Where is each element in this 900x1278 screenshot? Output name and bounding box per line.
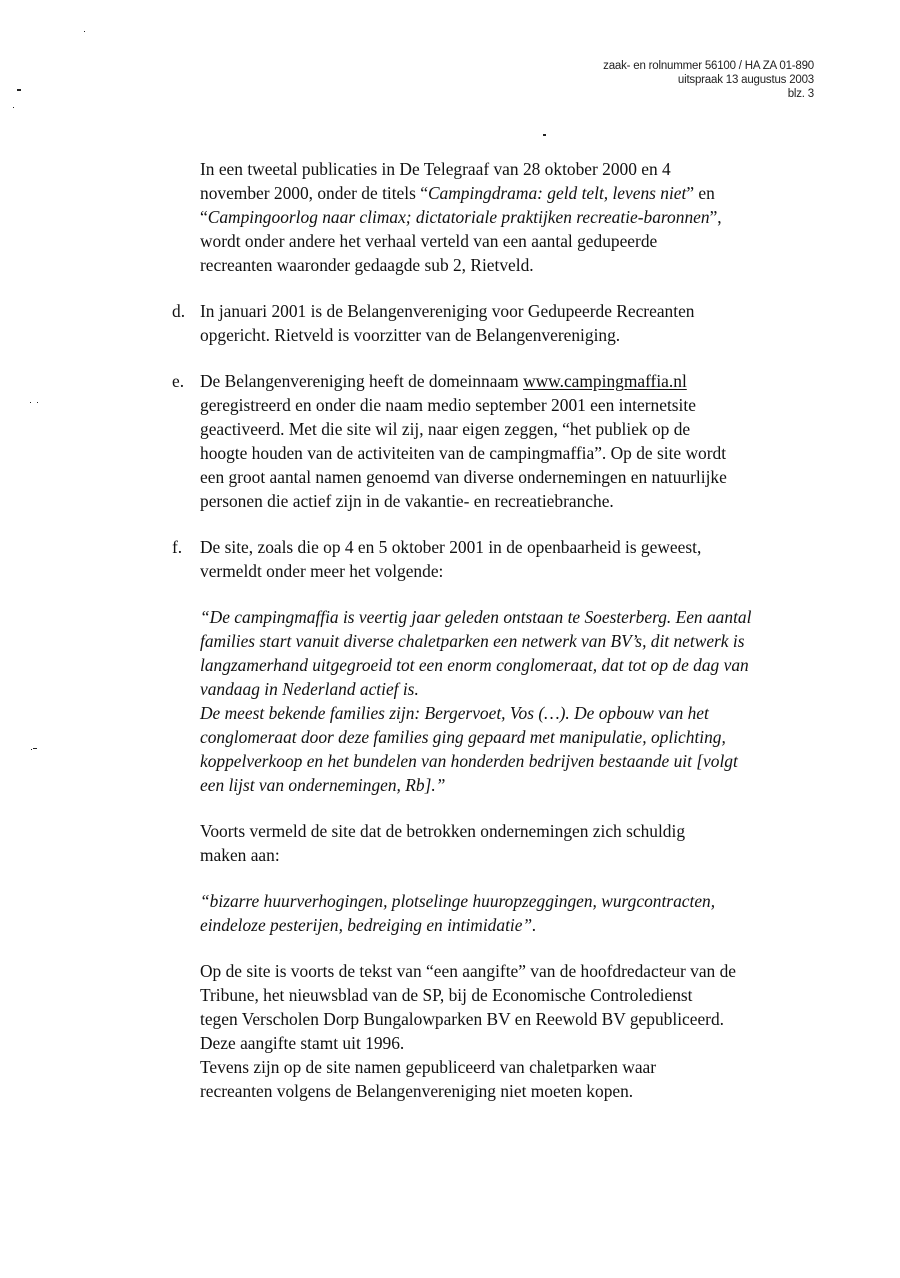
list-item-d xyxy=(172,299,825,347)
quote-line: vandaag in Nederland actief is. xyxy=(200,679,419,699)
intro-paragraph xyxy=(200,157,825,277)
quote-line: koppelverkoop en het bundelen van honderden bedrijven bestaande uit [volgt xyxy=(200,751,738,771)
text-line: Voorts vermeld de site dat de betrokken ondernemingen zich schuldig xyxy=(200,821,686,841)
list-item-e xyxy=(172,369,825,513)
list-marker: d. xyxy=(172,301,186,321)
website-quote xyxy=(200,605,825,797)
scan-speck xyxy=(30,402,31,403)
text-line xyxy=(200,229,825,253)
italic-title-segment: Campingdrama: geld telt, levens niet xyxy=(427,183,687,203)
scan-dash xyxy=(33,748,37,749)
text-line: Tevens zijn op de site namen gepubliceerd van chaletparken waar xyxy=(200,1057,657,1077)
text-line: geactiveerd. Met die site wil zij, naar eigen zeggen, “het publiek op de xyxy=(200,419,691,439)
text-line: geregistreerd en onder die naam medio september 2001 een internetsite xyxy=(200,395,696,415)
page-header xyxy=(603,59,814,101)
quote-line: conglomeraat door deze families ging gepaard met manipulatie, oplichting, xyxy=(200,727,726,747)
text-line: recreanten volgens de Belangenvereniging niet moeten kopen. xyxy=(200,1081,634,1101)
text-line xyxy=(200,369,825,393)
text-line xyxy=(200,157,825,181)
text-line: Op de site is voorts de tekst van “een aangifte” van de hoofdredacteur van de xyxy=(200,961,737,981)
text-line xyxy=(200,181,825,205)
text-segment: In een tweetal publicaties in De Telegraaf van 28 oktober 2000 en 4 xyxy=(200,159,671,179)
text-line: maken aan: xyxy=(200,845,280,865)
italic-title-segment: Campingoorlog naar climax; dictatoriale praktijken recreatie-baronnen xyxy=(207,207,710,227)
text-segment: november 2000, onder de titels “ xyxy=(200,183,428,203)
scan-speck xyxy=(37,402,38,403)
list-marker: f. xyxy=(172,537,183,557)
text-line xyxy=(200,205,825,229)
document-body xyxy=(172,157,825,1125)
page-number: blz. 3 xyxy=(787,88,814,100)
scan-speck xyxy=(84,31,85,32)
list-marker: e. xyxy=(172,371,185,391)
text-line: Deze aangifte stamt uit 1996. xyxy=(200,1033,405,1053)
text-segment: De Belangenvereniging heeft de domeinnaam xyxy=(200,371,524,391)
text-segment: recreanten waaronder gedaagde sub 2, Rietveld. xyxy=(200,255,534,275)
quote-line: een lijst van ondernemingen, Rb].” xyxy=(200,775,446,795)
text-line: Tribune, het nieuwsblad van de SP, bij de Economische Controledienst xyxy=(200,985,693,1005)
scan-dash xyxy=(17,89,21,91)
text-segment: wordt onder andere het verhaal verteld van een aantal gedupeerde xyxy=(200,231,658,251)
text-line: hoogte houden van de activiteiten van de campingmaffia”. Op de site wordt xyxy=(200,443,727,463)
text-line: In januari 2001 is de Belangenvereniging voor Gedupeerde Recreanten xyxy=(200,301,695,321)
text-segment: “ xyxy=(200,207,208,227)
text-line: vermeldt onder meer het volgende: xyxy=(200,561,444,581)
accusations-quote xyxy=(200,889,825,937)
text-line: personen die actief zijn in de vakantie- en recreatiebranche. xyxy=(200,491,614,511)
quote-line: langzamerhand uitgegroeid tot een enorm conglomeraat, dat tot op de dag van xyxy=(200,655,749,675)
text-segment: ” en xyxy=(686,183,715,203)
quote-line: “De campingmaffia is veertig jaar geleden ontstaan te Soesterberg. Een aantal xyxy=(200,607,752,627)
case-number: zaak- en rolnummer 56100 / HA ZA 01-890 xyxy=(603,60,814,72)
text-line: tegen Verscholen Dorp Bungalowparken BV en Reewold BV gepubliceerd. xyxy=(200,1009,725,1029)
ruling-date: uitspraak 13 augustus 2003 xyxy=(677,74,814,86)
text-line: opgericht. Rietveld is voorzitter van de Belangenvereniging. xyxy=(200,325,621,345)
quote-line: De meest bekende families zijn: Bergervoet, Vos (…). De opbouw van het xyxy=(200,703,709,723)
scan-speck xyxy=(13,107,14,108)
text-line: De site, zoals die op 4 en 5 oktober 2001 in de openbaarheid is geweest, xyxy=(200,537,702,557)
text-segment: ”, xyxy=(709,207,722,227)
text-line xyxy=(200,253,825,277)
quote-line: “bizarre huurverhogingen, plotselinge huuropzeggingen, wurgcontracten, xyxy=(200,891,716,911)
quote-line: eindeloze pesterijen, bedreiging en intimidatie”. xyxy=(200,915,537,935)
voorts-paragraph xyxy=(200,819,825,867)
scan-speck xyxy=(31,749,32,750)
list-item-f xyxy=(172,535,825,583)
text-line: een groot aantal namen genoemd van diverse ondernemingen en natuurlijke xyxy=(200,467,727,487)
aangifte-paragraph xyxy=(200,959,825,1103)
scan-dash xyxy=(543,134,546,136)
quote-line: families start vanuit diverse chaletparken een netwerk van BV’s, dit netwerk is xyxy=(200,631,745,651)
domain-link[interactable]: www.campingmaffia.nl xyxy=(523,371,687,391)
